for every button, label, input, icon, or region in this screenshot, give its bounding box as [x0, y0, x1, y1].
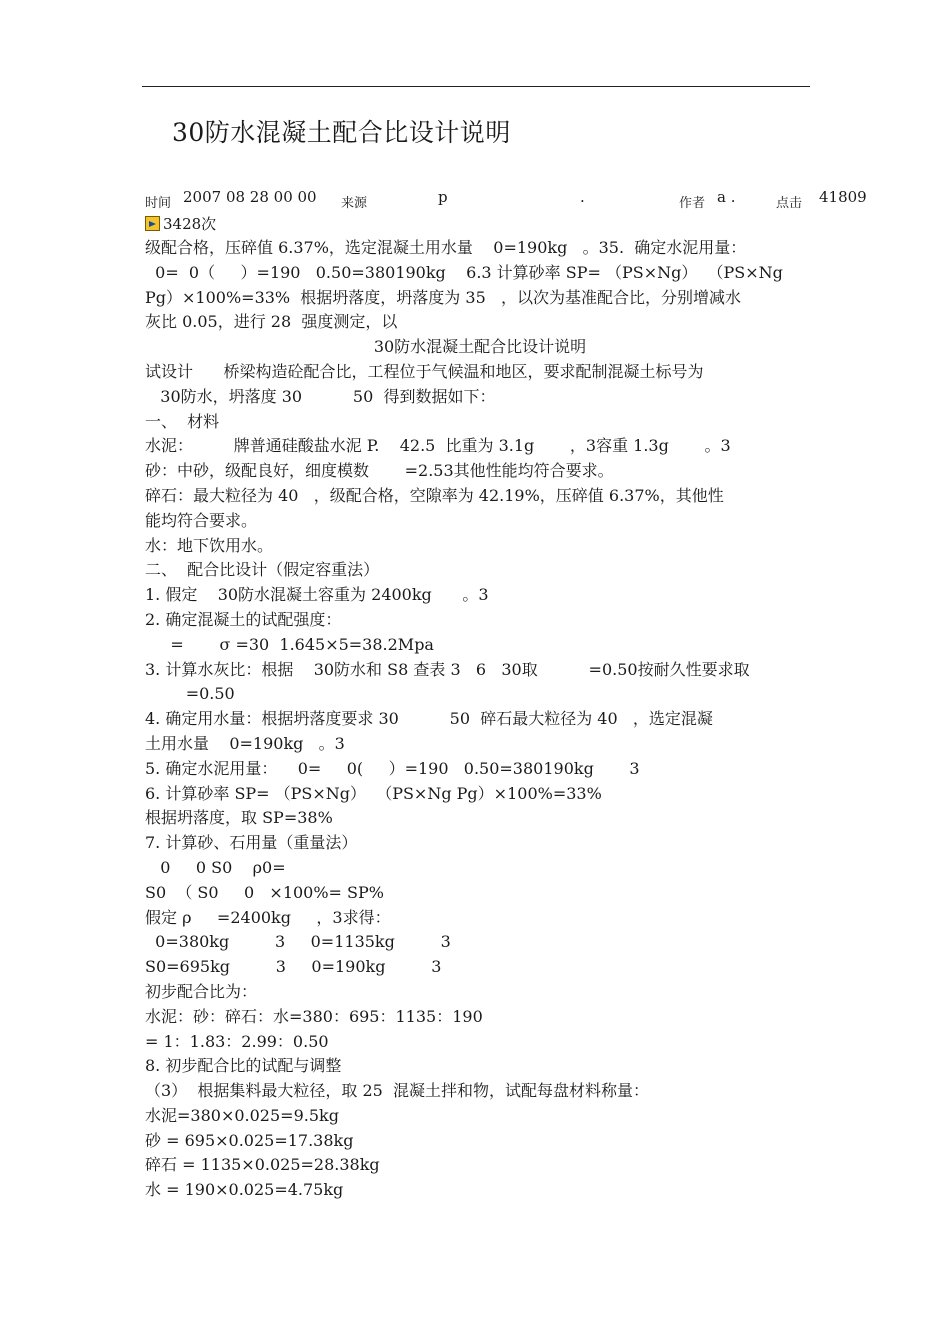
body-line: 土用水量 0=190kg 。3	[145, 733, 345, 753]
body-line: 3. 计算水灰比：根据 30防水和 S8 查表 3 6 30取 =0.50按耐久性要求取	[145, 659, 750, 679]
body-line: 30防水，坍落度 30 50 得到数据如下：	[145, 386, 496, 406]
body-line: 能均符合要求。	[145, 510, 258, 530]
body-line: 碎石：最大粒径为 40 ，级配合格，空隙率为 42.19%，压碎值 6.37%，其他性	[145, 485, 724, 505]
body-line: 水泥： 牌普通硅酸盐水泥 P. 42.5 比重为 3.1g ，3容重 1.3g 。3	[145, 436, 731, 456]
body-line: Pg）×100%=33% 根据坍落度，坍落度为 35 ，以次为基准配合比，分别增减水	[145, 287, 742, 307]
click-value: 41809	[819, 188, 867, 206]
body-line: 碎石 = 1135×0.025=28.38kg	[145, 1155, 380, 1175]
body-line: 2. 确定混凝土的试配强度：	[145, 609, 342, 629]
body-line: =0.50	[145, 684, 235, 704]
section-heading: 30防水混凝土配合比设计说明	[373, 337, 587, 357]
body-line: 级配合格，压碎值 6.37%，选定混凝土用水量 0=190kg 。35. 确定水泥用量：	[145, 238, 747, 257]
body-line: 水泥=380×0.025=9.5kg	[145, 1105, 339, 1125]
header-rule	[142, 86, 810, 87]
body-line: 1. 假定 30防水混凝土容重为 2400kg 。3	[145, 585, 489, 605]
body-line: S0 （ S0 0 ×100%= SP%	[145, 882, 384, 902]
body-line: 0= 0（ ）=190 0.50=380190kg 6.3 计算砂率 SP= （PS×Ng） （PS×Ng	[145, 262, 783, 282]
time-value: 2007 08 28 00 00	[183, 188, 317, 206]
body-line: 水：地下饮用水。	[145, 535, 274, 555]
document-body	[145, 236, 815, 1203]
author-label: 作者	[679, 196, 706, 211]
meta-dot: .	[580, 188, 585, 206]
body-line: 6. 计算砂率 SP= （PS×Ng） （PS×Ng Pg）×100%=33%	[145, 783, 602, 803]
body-line: 根据坍落度，取 SP=38%	[145, 808, 333, 828]
body-line: 一、 材料	[145, 411, 220, 431]
body-line: 初步配合比为：	[145, 981, 258, 1001]
click-count-row	[145, 213, 216, 233]
body-line: = σ =30 1.645×5=38.2Mpa	[145, 634, 434, 654]
source-value: p	[438, 188, 448, 206]
body-line: 假定 ρ =2400kg ，3求得：	[145, 907, 391, 927]
body-line: S0=695kg 3 0=190kg 3	[145, 957, 442, 977]
body-line: 砂：中砂，级配良好，细度模数 =2.53其他性能均符合要求。	[145, 461, 614, 481]
source-label: 来源	[341, 196, 368, 211]
body-line: 水泥：砂：碎石：水=380：695：1135：190	[145, 1006, 483, 1026]
body-line: 水 = 190×0.025=4.75kg	[145, 1180, 344, 1200]
article-meta	[145, 188, 875, 212]
click-count: 3428次	[163, 214, 217, 233]
body-line: 二、 配合比设计（假定容重法）	[145, 560, 380, 580]
time-label: 时间	[145, 196, 172, 211]
body-line: 7. 计算砂、石用量（重量法）	[145, 833, 358, 853]
body-line: 5. 确定水泥用量： 0= 0( ）=190 0.50=380190kg 3	[145, 758, 640, 778]
body-line: 0 0 S0 ρ0=	[145, 857, 286, 877]
body-line: 灰比 0.05，进行 28 强度测定，以	[145, 312, 398, 332]
play-icon	[145, 216, 160, 231]
document-title: 30防水混凝土配合比设计说明	[172, 118, 511, 147]
body-line: 试设计 桥梁构造砼配合比，工程位于气候温和地区，要求配制混凝土标号为	[145, 361, 704, 381]
body-line: 0=380kg 3 0=1135kg 3	[145, 932, 451, 952]
body-line: 砂 = 695×0.025=17.38kg	[145, 1130, 354, 1150]
body-line: = 1：1.83：2.99：0.50	[145, 1031, 329, 1051]
click-label: 点击	[776, 196, 803, 211]
body-line: 8. 初步配合比的试配与调整	[145, 1056, 342, 1076]
body-line: （3） 根据集料最大粒径，取 25 混凝土拌和物，试配每盘材料称量：	[145, 1081, 649, 1101]
author-value: a .	[717, 188, 736, 206]
body-line: 4. 确定用水量：根据坍落度要求 30 50 碎石最大粒径为 40 ，选定混凝	[145, 709, 713, 729]
